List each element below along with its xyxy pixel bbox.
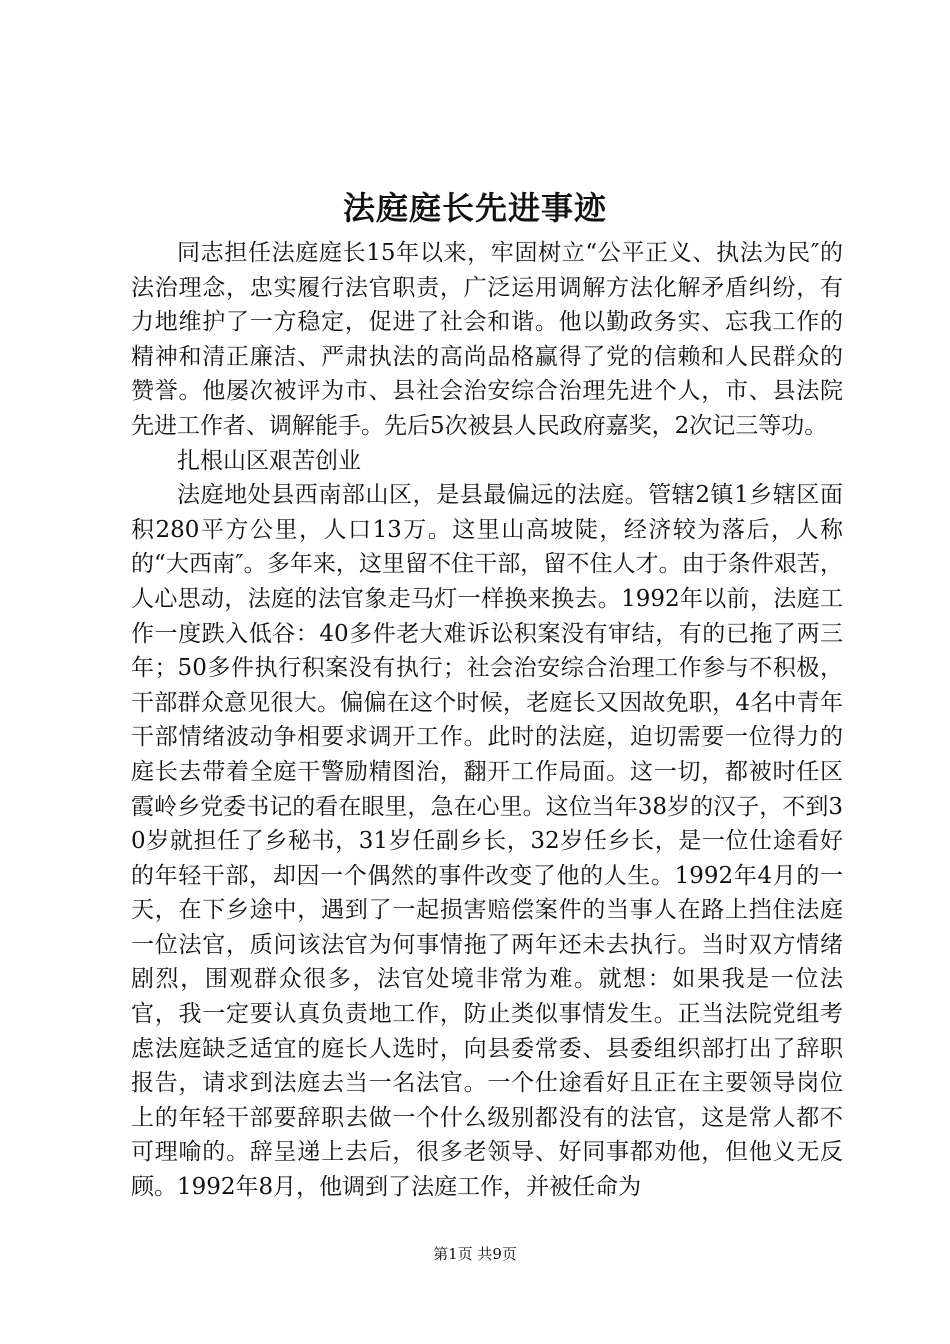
section-heading: 扎根山区艰苦创业 — [177, 447, 361, 474]
body-paragraph: 法庭地处县西南部山区，是县最偏远的法庭。管辖2镇1乡辖区面积280平方公里，人口13万。这里山高坡陡，经济较为落后，人称的“大西南″。多年来，这里留不住干部，留不住人才。由于条件艰苦，人心思动，法庭的法官象走马灯一样换来换去。1992年以前，法庭工作一度跌入低谷：40多件老大难诉讼积案没有审结，有的已拖了两三年；50多件执行积案没有执行；社会治安综合治理工作参与不积极，干部群众意见很大。偏偏在这个时候，老庭长又因故免职，4名中青年干部情绪波动争相要求调开工作。此时的法庭，迫切需要一位得力的庭长去带着全庭干警励精图治，翻开工作局面。这一切，都被时任区霞岭乡党委书记的看在眼里，急在心里。这位当年38岁的汉子，不到30岁就担任了乡秘书，31岁任副乡长，32岁任乡长，是一位仕途看好的年轻干部，却因一个偶然的事件改变了他的人生。1992年4月的一天，在下乡途中，遇到了一起损害赔偿案件的当事人在路上挡住法庭一位法官，质问该法官为何事情拖了两年还未去执行。当时双方情绪剧烈，围观群众很多，法官处境非常为难。就想：如果我是一位法官，我一定要认真负责地工作，防止类似事情发生。正当法院党组考虑法庭缺乏适宜的庭长人选时，向县委常委、县委组织部打出了辞职报告，请求到法庭去当一名法官。一个仕途看好且正在主要领导岗位上的年轻干部要辞职去做一个什么级别都没有的法官，这是常人都不可理喻的。辞呈递上去后，很多老领导、好同事都劝他，但他义无反顾。1992年8月，他调到了法庭工作，并被任命为 — [131, 482, 843, 1201]
page-number-footer: 第1页 共9页 — [433, 1245, 517, 1263]
intro-paragraph: 同志担任法庭庭长15年以来，牢固树立“公平正义、执法为民″的法治理念，忠实履行法官职责，广泛运用调解方法化解矛盾纠纷，有力地维护了一方稳定，促进了社会和谐。他以勤政务实、忘我工作的精神和清正廉洁、严肃执法的高尚品格赢得了党的信赖和人民群众的赞誉。他屡次被评为市、县社会治安综合治理先进个人，市、县法院先进工作者、调解能手。先后5次被县人民政府嘉奖，2次记三等功。 — [131, 240, 843, 439]
document-title: 法庭庭长先进事迹 — [342, 189, 607, 227]
document-body — [131, 236, 843, 1205]
